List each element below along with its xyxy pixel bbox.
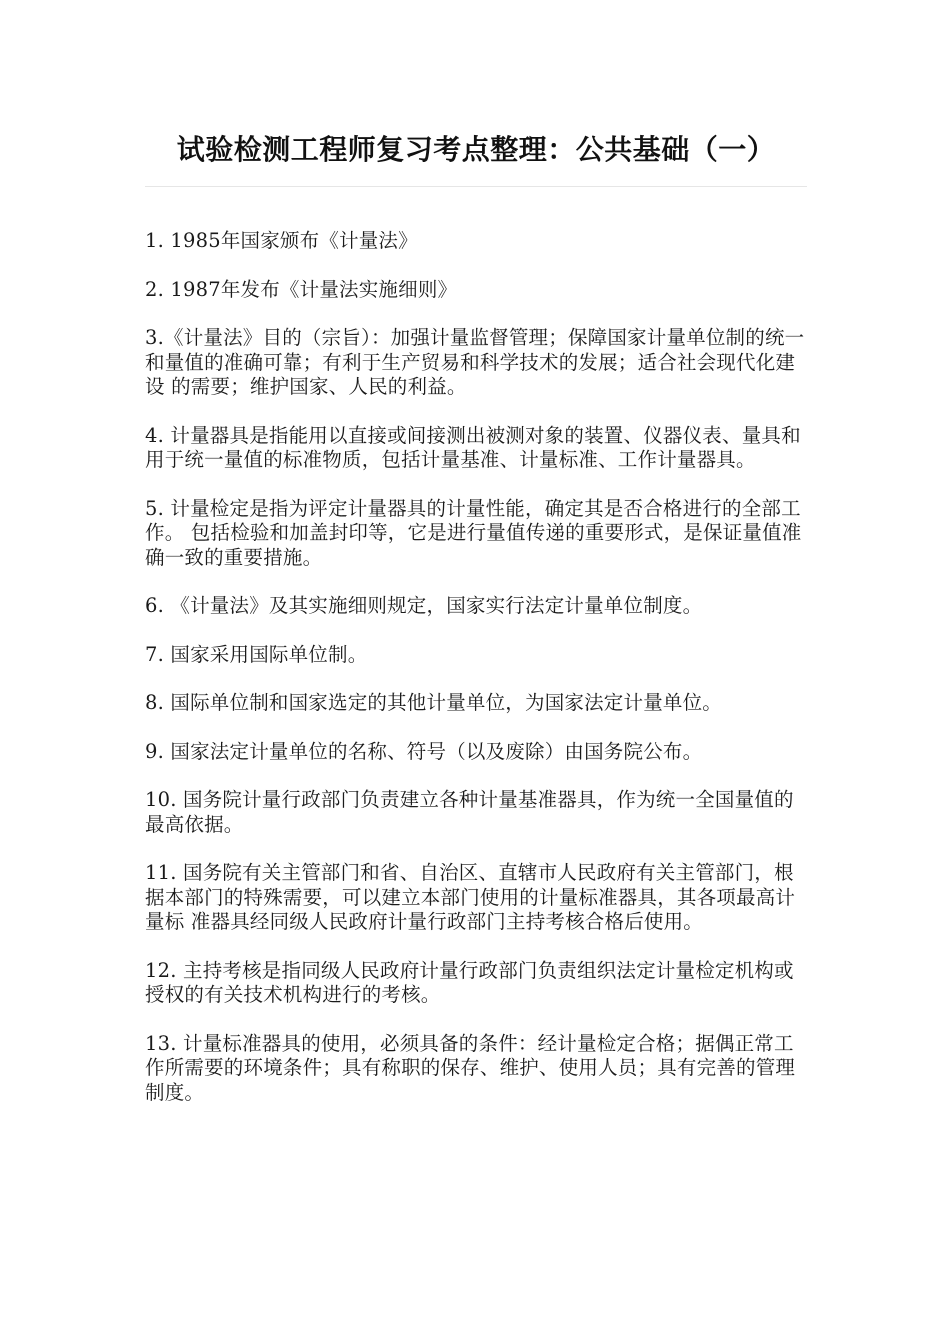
list-item: 7. 国家采用国际单位制。 [145, 642, 368, 666]
list-item: 9. 国家法定计量单位的名称、符号（以及废除）由国务院公布。 [145, 739, 703, 763]
list-item: 13. 计量标准器具的使用，必须具备的条件：经计量检定合格；据偶正常工作所需要的环境条件；具有称职的保存、维护、使用人员；具有完善的管理制度。 [145, 1031, 796, 1104]
item-list [145, 229, 807, 1129]
list-item: 11. 国务院有关主管部门和省、自治区、直辖市人民政府有关主管部门，根据本部门的特殊需要，可以建立本部门使用的计量标准器具，其各项最高计量标 准器具经同级人民政府计量行政部门主持考核合格后使用。 [145, 861, 796, 933]
list-item: 12. 主持考核是指同级人民政府计量行政部门负责组织法定计量检定机构或授权的有关技术机构进行的考核。 [145, 958, 794, 1006]
list-item: 2. 1987年发布《计量法实施细则》 [145, 277, 458, 301]
title-divider [145, 186, 807, 187]
list-item: 1. 1985年国家颁布《计量法》 [145, 229, 418, 252]
list-item: 6. 《计量法》及其实施细则规定，国家实行法定计量单位制度。 [145, 594, 703, 617]
list-item: 3.《计量法》目的（宗旨）：加强计量监督管理；保障国家计量单位制的统一和量值的准确可靠；有利于生产贸易和科学技术的发展；适合社会现代化建设 的需要；维护国家、人民的利益。 [145, 326, 805, 398]
list-item: 10. 国务院计量行政部门负责建立各种计量基准器具，作为统一全国量值的最高依据。 [145, 788, 794, 836]
list-item: 8. 国际单位制和国家选定的其他计量单位，为国家法定计量单位。 [145, 691, 723, 714]
list-item: 5. 计量检定是指为评定计量器具的计量性能，确定其是否合格进行的全部工作。 包括检验和加盖封印等，它是进行量值传递的重要形式，是保证量值准确一致的重要措施。 [145, 496, 802, 569]
list-item: 4. 计量器具是指能用以直接或间接测出被测对象的装置、仪器仪表、量具和用于统一量值的标准物质，包括计量基准、计量标准、工作计量器具。 [145, 423, 801, 471]
page-title: 试验检测工程师复习考点整理：公共基础（一） [176, 133, 776, 166]
